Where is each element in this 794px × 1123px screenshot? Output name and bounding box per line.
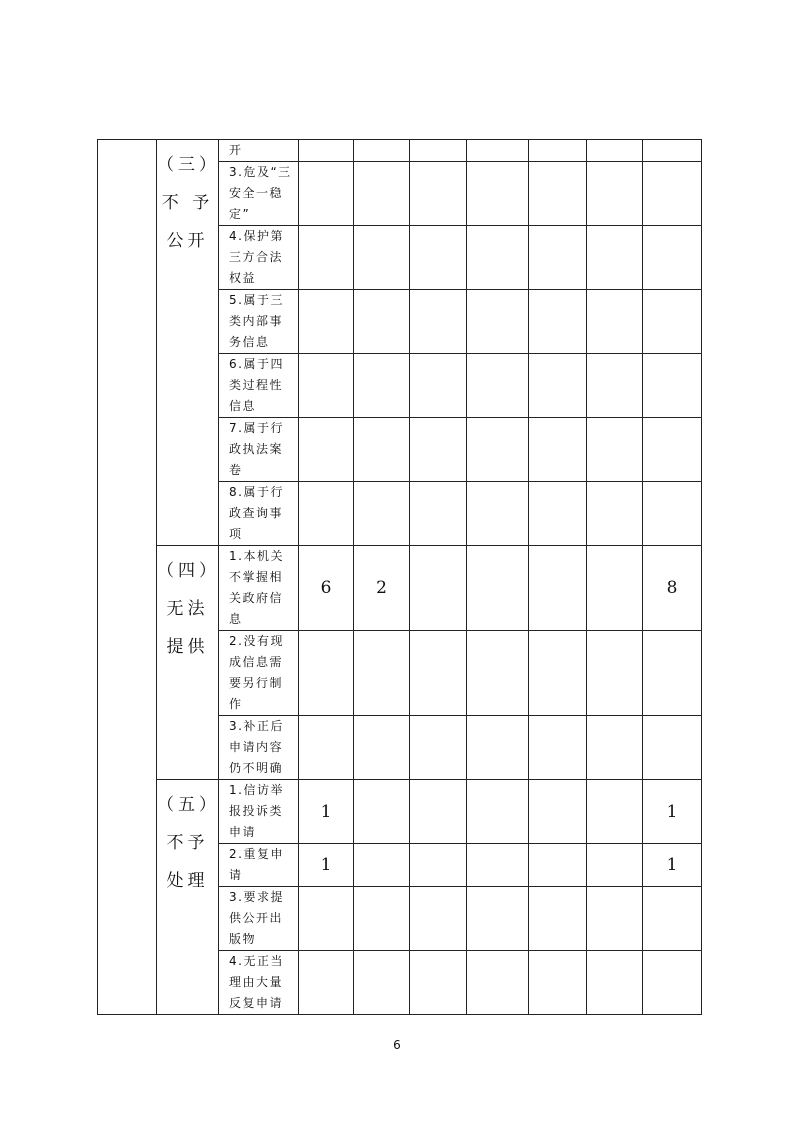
value-cell [529,780,587,844]
value-cell [529,716,587,780]
value-cell [467,780,529,844]
value-cell [299,418,354,482]
value-cell [467,546,529,631]
value-cell [467,418,529,482]
category-label: 无法 [166,599,209,619]
value-cell [643,631,702,716]
value-cell [587,418,643,482]
value-cell [587,162,643,226]
value-cell [410,716,467,780]
subcategory-label: 6.属于四类过程性信息 [219,354,299,418]
value-cell: 1 [643,780,702,844]
value-cell [529,887,587,951]
value-cell [299,226,354,290]
value-cell [410,140,467,162]
value-cell [410,290,467,354]
value-cell [587,716,643,780]
value-cell: 2 [354,546,410,631]
value-cell [467,162,529,226]
value-cell [354,226,410,290]
value-cell [587,290,643,354]
subcategory-label: 开 [219,140,299,162]
value-cell [529,482,587,546]
value-cell [529,162,587,226]
value-cell [587,354,643,418]
value-cell [643,887,702,951]
value-cell: 1 [299,844,354,887]
subcategory-label: 3.补正后申请内容仍不明确 [219,716,299,780]
value-cell: 1 [643,844,702,887]
table-row [98,780,702,844]
value-cell [529,951,587,1015]
value-cell [467,140,529,162]
table-row [98,140,702,162]
category-label: （五） [157,795,220,815]
value-cell [354,290,410,354]
value-cell [643,716,702,780]
value-cell: 6 [299,546,354,631]
value-cell [299,162,354,226]
value-cell [354,482,410,546]
value-cell [354,418,410,482]
value-cell [529,418,587,482]
value-cell [643,482,702,546]
value-cell [299,716,354,780]
value-cell [410,162,467,226]
value-cell [587,951,643,1015]
value-cell [467,887,529,951]
value-cell [354,780,410,844]
subcategory-label: 7.属于行政执法案卷 [219,418,299,482]
value-cell [587,482,643,546]
category-label: 不 予 [161,193,214,213]
value-cell [587,546,643,631]
value-cell [354,354,410,418]
value-cell [529,546,587,631]
value-cell [643,226,702,290]
value-cell [467,482,529,546]
subcategory-label: 8.属于行政查询事项 [219,482,299,546]
table-row [98,546,702,631]
value-cell [410,780,467,844]
value-cell [410,546,467,631]
value-cell [354,951,410,1015]
value-cell [587,844,643,887]
value-cell: 8 [643,546,702,631]
value-cell [410,482,467,546]
value-cell: 1 [299,780,354,844]
category-label: 提供 [166,637,209,657]
value-cell [467,226,529,290]
value-cell [299,354,354,418]
category-cell [157,546,219,780]
value-cell [467,716,529,780]
subcategory-label: 5.属于三类内部事务信息 [219,290,299,354]
subcategory-label: 2.没有现成信息需要另行制作 [219,631,299,716]
category-cell [157,780,219,1015]
subcategory-label: 4.无正当理由大量反复申请 [219,951,299,1015]
value-cell [354,887,410,951]
value-cell [354,162,410,226]
subcategory-label: 1.本机关不掌握相关政府信息 [219,546,299,631]
subcategory-label: 4.保护第三方合法权益 [219,226,299,290]
value-cell [410,631,467,716]
value-cell [299,631,354,716]
category-label: 处理 [166,871,209,891]
value-cell [643,290,702,354]
value-cell [410,887,467,951]
value-cell [467,951,529,1015]
value-cell [354,631,410,716]
value-cell [643,951,702,1015]
page-number: 6 [393,1038,401,1052]
value-cell [643,354,702,418]
value-cell [467,631,529,716]
value-cell [529,140,587,162]
value-cell [529,844,587,887]
value-cell [467,290,529,354]
category-label: 公开 [166,231,209,251]
value-cell [410,226,467,290]
value-cell [410,418,467,482]
value-cell [410,951,467,1015]
value-cell [587,631,643,716]
subcategory-label: 3.危及“三安全一稳定” [219,162,299,226]
value-cell [643,140,702,162]
value-cell [587,780,643,844]
value-cell [643,162,702,226]
outer-category-cell [98,140,157,1015]
value-cell [299,140,354,162]
value-cell [354,716,410,780]
value-cell [410,354,467,418]
disclosure-statistics-table [97,139,702,1015]
category-label: 不予 [166,833,209,853]
value-cell [354,140,410,162]
subcategory-label: 2.重复申请 [219,844,299,887]
category-label: （四） [157,561,220,581]
value-cell [299,951,354,1015]
value-cell [354,844,410,887]
value-cell [299,887,354,951]
category-cell [157,140,219,546]
value-cell [529,631,587,716]
value-cell [410,844,467,887]
value-cell [467,354,529,418]
value-cell [299,290,354,354]
value-cell [643,418,702,482]
value-cell [529,226,587,290]
value-cell [467,844,529,887]
value-cell [587,226,643,290]
value-cell [587,887,643,951]
subcategory-label: 1.信访举报投诉类申请 [219,780,299,844]
value-cell [587,140,643,162]
value-cell [529,290,587,354]
subcategory-label: 3.要求提供公开出版物 [219,887,299,951]
category-label: （三） [157,155,220,175]
value-cell [529,354,587,418]
value-cell [299,482,354,546]
